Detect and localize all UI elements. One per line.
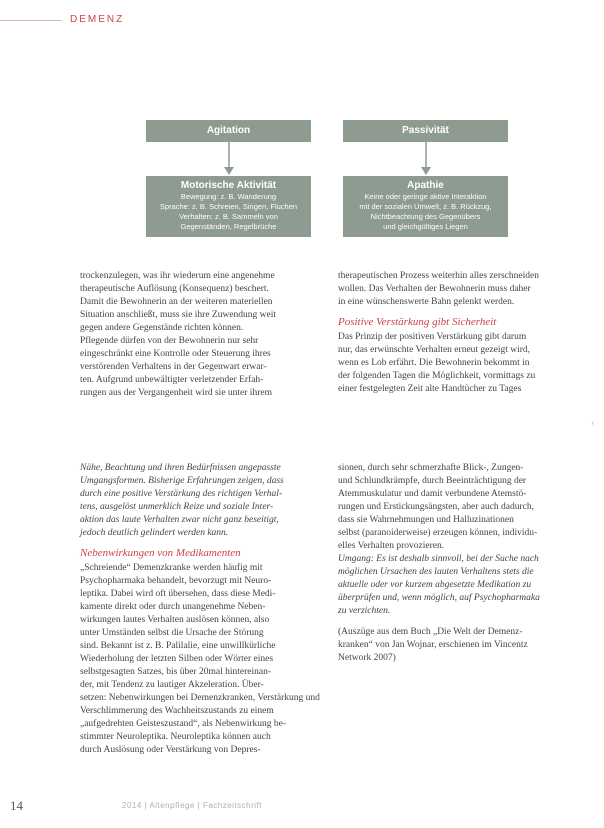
apathy-line: mit der sozialen Umwelt, z. B. Rückzug, xyxy=(359,202,492,211)
text-line: und Schlundkrämpfe, durch Beeinträchtigung der xyxy=(338,476,527,486)
text-line: sionen, durch sehr schmerzhafte Blick-, Zungen- xyxy=(338,463,524,473)
text-line: rungen aus der Vergangenheit wird sie unter ihrem xyxy=(80,388,272,398)
text-line: setzen: Nebenwirkungen bei Demenzkranken, Verstärkung und xyxy=(80,693,320,703)
citation-line: kranken“ von Jan Wojnar, erschienen im Vincentz xyxy=(338,640,528,650)
motor-activity-line: Verhalten: z. B. Sammeln von xyxy=(179,212,278,221)
text-line: leptika. Dabei wird oft übersehen, dass diese Medi- xyxy=(80,589,276,599)
column-right-bottom xyxy=(338,462,583,665)
footer-issue-text: 2014 | Altenpflege | Fachzeitschrift xyxy=(122,801,263,810)
text-line: Nähe, Beachtung und ihren Bedürfnissen angepasste xyxy=(80,463,281,473)
arrow-right xyxy=(419,142,433,176)
header-rule xyxy=(0,20,62,21)
section-label: DEMENZ xyxy=(70,14,125,25)
page-number: 14 xyxy=(10,798,23,813)
text-line: überprüfen und, wenn möglich, auf Psychopharmaka xyxy=(338,593,540,603)
text-line: aktuelle oder vor kurzem abgesetzte Medikation zu xyxy=(338,580,532,590)
text-line: Situation anschließt, muss sie ihre Zuwendung weit xyxy=(80,310,277,320)
fold-mark: ‹ xyxy=(591,415,595,429)
text-line: Wiederholung der letzten Silben oder Wörter eines xyxy=(80,654,274,664)
text-line: Umgangsformen. Bisherige Erfahrungen zeigen, dass xyxy=(80,476,284,486)
text-line: der, mit Tendenz zu lautiger Akzeleration. Über- xyxy=(80,680,264,690)
text-line: Atemmuskulatur und damit verbundene Atemstö- xyxy=(338,489,527,499)
subheading-medication-side-effects: Nebenwirkungen von Medikamenten xyxy=(80,547,241,559)
citation-line: Network 2007) xyxy=(338,653,396,663)
subheading-positive-reinforcement: Positive Verstärkung gibt Sicherheit xyxy=(338,316,497,328)
apathy-title: Apathie xyxy=(407,180,444,191)
text-line: stimmter Neuroleptika. Neuroleptika können auch xyxy=(80,732,271,742)
text-line: unter Umständen selbst die Ursache der Störung xyxy=(80,628,264,638)
text-line: elles Verhalten provozieren. xyxy=(338,541,445,551)
text-line: in eine wünschenswerte Bahn gelenkt werden. xyxy=(338,297,515,307)
text-line: eingeschränkt eine Kontrolle oder Steuerung ihres xyxy=(80,349,271,359)
passivity-box: Passivität xyxy=(343,120,508,142)
motor-activity-title: Motorische Aktivität xyxy=(180,180,277,191)
column-left-top xyxy=(80,270,325,400)
text-line: wollen. Das Verhalten der Bewohnerin muss daher xyxy=(338,284,531,294)
text-line: therapeutische Auflösung (Konsequenz) beschert. xyxy=(80,284,269,294)
text-line: dass sie Wahrnehmungen und Halluzinationen xyxy=(338,515,514,525)
apathy-line: Keine oder geringe aktive Interaktion xyxy=(364,192,487,201)
text-line: Das Prinzip der positiven Verstärkung gibt darum xyxy=(338,332,527,342)
text-line: nur, das erwünschte Verhalten erneut gezeigt wird, xyxy=(338,345,531,355)
text-line: Damit die Bewohnerin an der weiteren materiellen xyxy=(80,297,273,307)
arrow-left xyxy=(222,142,236,176)
apathy-line: und gleichgültiges Liegen xyxy=(383,222,468,231)
text-line: trockenzulegen, was ihr wiederum eine angenehme xyxy=(80,271,275,281)
text-line: gegen andere Gegenstände richten können. xyxy=(80,323,244,333)
text-line: wenn es Lob erfährt. Die Bewohnerin bekommt in xyxy=(338,358,530,368)
column-left-bottom xyxy=(80,462,325,757)
text-line: aktion das laute Verhalten zwar nicht ganz beseitigt, xyxy=(80,515,279,525)
text-line: der folgenden Tagen die Möglichkeit, vormittags zu xyxy=(338,371,536,381)
motor-activity-line: Bewegung: z. B. Wanderung xyxy=(180,192,277,201)
text-line: sind. Bekannt ist z. B. Palilalie, eine unwillkürliche xyxy=(80,641,276,651)
apathy-line: Nichtbeachtung des Gegenübers xyxy=(370,212,481,221)
text-line: wirkungen lautes Verhalten auslösen können, also xyxy=(80,615,270,625)
apathy-box xyxy=(343,176,508,237)
text-line: jedoch deutlich gelindert werden kann. xyxy=(80,528,229,538)
text-line: ten. Aufgrund unbewältigter verletzender Erfah- xyxy=(80,375,264,385)
text-line: durch Auslösung oder Verstärkung von Depres- xyxy=(80,745,261,755)
column-right-top xyxy=(338,270,583,396)
motor-activity-line: Gegenständen, Regelbrüche xyxy=(180,222,277,231)
text-line: selbstgesagten Satzes, bis über 20mal hintereinan- xyxy=(80,667,272,677)
text-line: möglichen Ursachen des lauten Verhaltens stets die xyxy=(338,567,534,577)
text-line: therapeutischen Prozess weiterhin alles zerschneiden xyxy=(338,271,540,281)
text-line: tens, ausgelöst unmerklich Reize und soziale Inter- xyxy=(80,502,274,512)
text-line: rungen und Erstickungsängsten, aber auch dadurch, xyxy=(338,502,535,512)
text-line: selbst (paranoiderweise) erzeugen können, individu- xyxy=(338,528,538,538)
text-line: „aufgedrehten Geisteszustand“, als Nebenwirkung be- xyxy=(80,719,287,729)
text-line: kamente direkt oder durch unangenehme Neben- xyxy=(80,602,266,612)
agitation-box: Agitation xyxy=(146,120,311,142)
text-line: Umgang: Es ist deshalb sinnvoll, bei der Suche nach xyxy=(338,554,539,564)
text-line: verstörenden Verhaltens in der Gegenwart erwar- xyxy=(80,362,267,372)
text-line: Psychopharmaka behandelt, bevorzugt mit Neuro- xyxy=(80,576,272,586)
citation-line: (Auszüge aus dem Buch „Die Welt der Demenz- xyxy=(338,627,523,637)
motor-activity-line: Sprache: z. B. Schreien, Singen, Fluchen xyxy=(159,202,298,211)
text-line: zu verzichten. xyxy=(338,606,391,616)
motor-activity-box xyxy=(146,176,311,237)
text-line: „Schreiende“ Demenzkranke werden häufig mit xyxy=(80,563,263,573)
text-line: durch eine positive Verstärkung des richtigen Verhal- xyxy=(80,489,283,499)
text-line: Verschlimmerung des Wachheitszustands zu einem xyxy=(80,706,274,716)
text-line: Pflegende dürfen von der Bewohnerin nur sehr xyxy=(80,336,259,346)
text-line: einer festgelegten Zeit alte Handtücher zu Tages xyxy=(338,384,522,394)
